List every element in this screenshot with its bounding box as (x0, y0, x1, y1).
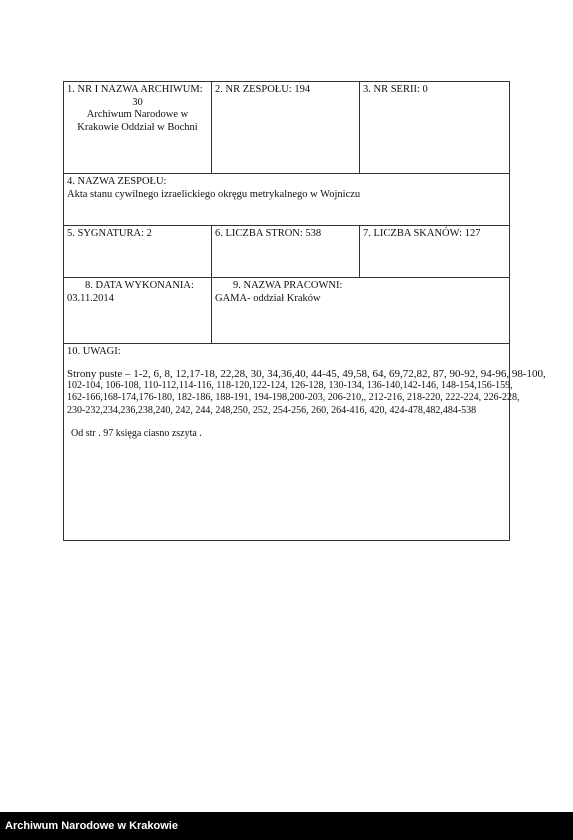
fonds-number-cell (211, 81, 360, 174)
signature-cell (63, 225, 212, 278)
date-label: 8. DATA WYKONANIA: (85, 280, 194, 291)
footer-bar (0, 812, 573, 840)
remarks-line: Strony puste – 1-2, 6, 8, 12,17-18, 22,28, 30, 34,36,40, 44-45, 49,58, 64, 69,72,82, 87, 90-92, 94-96, 98-100, (67, 367, 546, 380)
signature: 5. SYGNATURA: 2 (67, 228, 152, 239)
scan-count: 7. LICZBA SKANÓW: 127 (363, 228, 481, 239)
fonds-number: 2. NR ZESPOŁU: 194 (215, 84, 311, 95)
archive-number: 30 (132, 96, 143, 108)
workshop-cell (211, 277, 510, 344)
remarks-note: Od str . 97 księga ciasno zszyta . (71, 428, 202, 440)
footer-text: Archiwum Narodowe w Krakowie (5, 820, 178, 832)
remarks-line: 230-232,234,236,238,240, 242, 244, 248,250, 252, 254-256, 260, 264-416, 420, 424-478,482,484-538 (67, 404, 477, 416)
remarks-cell (63, 343, 546, 541)
page-count: 6. LICZBA STRON: 538 (215, 228, 322, 239)
scan-count-cell (359, 225, 510, 278)
date-cell (63, 277, 212, 344)
archive-name-line1: Archiwum Narodowe w (86, 109, 189, 120)
workshop-label: 9. NAZWA PRACOWNI: (233, 280, 343, 291)
series-number: 3. NR SERII: 0 (363, 84, 428, 95)
fonds-name: Akta stanu cywilnego izraelickiego okręgu metrykalnego w Wojniczu (67, 188, 361, 200)
archive-label: 1. NR I NAZWA ARCHIWUM: (67, 84, 203, 95)
remarks-line: 102-104, 106-108, 110-112,114-116, 118-120,122-124, 126-128, 130-134, 136-140,142-146, 148-154,156-159, (67, 379, 513, 391)
archive-cell (63, 81, 212, 174)
fonds-name-cell (63, 173, 510, 226)
remarks-line: 162-166,168-174,176-180, 182-186, 188-191, 194-198,200-203, 206-210,, 212-216, 218-220, 222-224, 226-228, (67, 392, 520, 404)
date-value: 03.11.2014 (67, 292, 114, 304)
page-count-cell (211, 225, 360, 278)
remarks-label: 10. UWAGI: (67, 346, 121, 357)
workshop-value: GAMA- oddział Kraków (215, 292, 321, 304)
fonds-name-label: 4. NAZWA ZESPOŁU: (67, 176, 167, 187)
series-number-cell (359, 81, 510, 174)
remarks-body (67, 367, 546, 441)
archive-name-line2: Krakowie Oddział w Bochni (77, 121, 198, 133)
